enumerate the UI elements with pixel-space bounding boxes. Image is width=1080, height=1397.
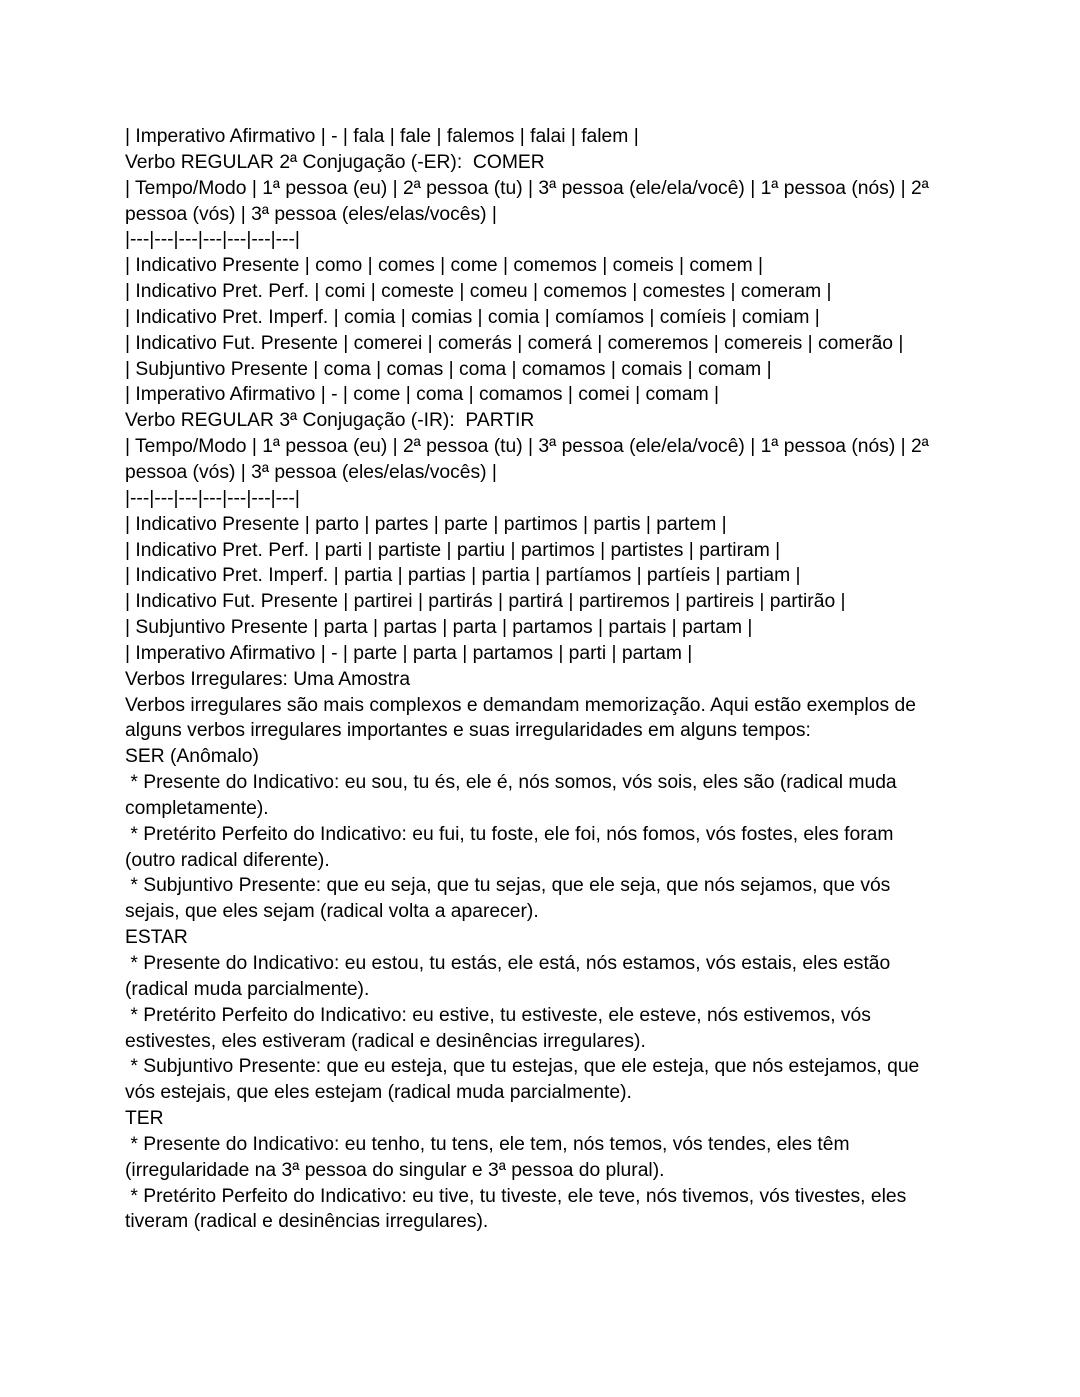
text-line: Verbos irregulares são mais complexos e demandam memorização. Aqui estão exemplos de: [125, 694, 916, 716]
text-line: * Pretérito Perfeito do Indicativo: eu estive, tu estiveste, ele esteve, nós estivemos, vós: [125, 1004, 871, 1026]
text-line: tiveram (radical e desinências irregulares).: [125, 1211, 489, 1233]
text-line: | Indicativo Presente | como | comes | come | comemos | comeis | comem |: [125, 255, 763, 277]
text-line: | Imperativo Afirmativo | - | come | coma | comamos | comei | comam |: [125, 384, 720, 406]
text-line: alguns verbos irregulares importantes e suas irregularidades em alguns tempos:: [125, 720, 811, 742]
text-line: (irregularidade na 3ª pessoa do singular e 3ª pessoa do plural).: [125, 1159, 665, 1181]
text-line: pessoa (vós) | 3ª pessoa (eles/elas/vocês) |: [125, 461, 497, 483]
text-line: | Indicativo Fut. Presente | comerei | comerás | comerá | comeremos | comereis | comerão |: [125, 332, 904, 354]
text-line: |---|---|---|---|---|---|---|: [125, 229, 300, 251]
text-line: * Pretérito Perfeito do Indicativo: eu fui, tu foste, ele foi, nós fomos, vós fostes, eles foram: [125, 823, 894, 845]
text-line: Verbo REGULAR 3ª Conjugação (-IR): PARTIR: [125, 410, 535, 432]
text-line: (radical muda parcialmente).: [125, 978, 370, 1000]
text-line: * Presente do Indicativo: eu tenho, tu tens, ele tem, nós temos, vós tendes, eles têm: [125, 1133, 850, 1155]
text-line: (outro radical diferente).: [125, 849, 330, 871]
text-line: Verbos Irregulares: Uma Amostra: [125, 668, 411, 690]
text-line: ESTAR: [125, 927, 188, 949]
text-line: * Subjuntivo Presente: que eu seja, que tu sejas, que ele seja, que nós sejamos, que vós: [125, 875, 891, 897]
text-line: * Presente do Indicativo: eu estou, tu estás, ele está, nós estamos, vós estais, eles estão: [125, 953, 891, 974]
text-line: SER (Anômalo): [125, 746, 259, 768]
text-line: | Tempo/Modo | 1ª pessoa (eu) | 2ª pessoa (tu) | 3ª pessoa (ele/ela/você) | 1ª pessoa (nós) | 2ª: [125, 436, 929, 458]
document-text-block: [125, 124, 1055, 1235]
text-line: | Indicativo Pret. Imperf. | partia | partias | partia | partíamos | partíeis | partiam |: [125, 565, 801, 587]
text-line: | Subjuntivo Presente | parta | partas | parta | partamos | partais | partam |: [125, 617, 753, 639]
text-line: | Imperativo Afirmativo | - | fala | fale | falemos | falai | falem |: [125, 126, 639, 147]
text-line: * Subjuntivo Presente: que eu esteja, que tu estejas, que ele esteja, que nós estejamos, que: [125, 1056, 920, 1078]
text-line: vós estejais, que eles estejam (radical muda parcialmente).: [125, 1082, 632, 1104]
text-line: |---|---|---|---|---|---|---|: [125, 487, 300, 509]
text-line: TER: [125, 1108, 164, 1130]
text-line: * Presente do Indicativo: eu sou, tu és, ele é, nós somos, vós sois, eles são (radical muda: [125, 772, 897, 794]
text-line: | Indicativo Pret. Perf. | comi | comeste | comeu | comemos | comestes | comeram |: [125, 281, 832, 303]
text-line: | Imperativo Afirmativo | - | parte | parta | partamos | parti | partam |: [125, 642, 693, 664]
text-line: estivestes, eles estiveram (radical e desinências irregulares).: [125, 1030, 646, 1052]
text-line: Verbo REGULAR 2ª Conjugação (-ER): COMER: [125, 151, 545, 173]
text-line: | Tempo/Modo | 1ª pessoa (eu) | 2ª pessoa (tu) | 3ª pessoa (ele/ela/você) | 1ª pessoa (nós) | 2ª: [125, 177, 929, 199]
text-line: | Indicativo Fut. Presente | partirei | partirás | partirá | partiremos | partireis | partirão |: [125, 591, 846, 613]
text-line: * Pretérito Perfeito do Indicativo: eu tive, tu tiveste, ele teve, nós tivemos, vós tivestes, eles: [125, 1185, 907, 1207]
text-line: | Indicativo Pret. Perf. | parti | partiste | partiu | partimos | partistes | partiram |: [125, 539, 781, 561]
text-line: | Indicativo Pret. Imperf. | comia | comias | comia | comíamos | comíeis | comiam |: [125, 306, 820, 328]
text-line: completamente).: [125, 797, 269, 819]
text-line: | Indicativo Presente | parto | partes | parte | partimos | partis | partem |: [125, 513, 727, 535]
text-line: pessoa (vós) | 3ª pessoa (eles/elas/vocês) |: [125, 203, 497, 225]
text-line: | Subjuntivo Presente | coma | comas | coma | comamos | comais | comam |: [125, 358, 772, 380]
text-line: sejais, que eles sejam (radical volta a aparecer).: [125, 901, 539, 923]
